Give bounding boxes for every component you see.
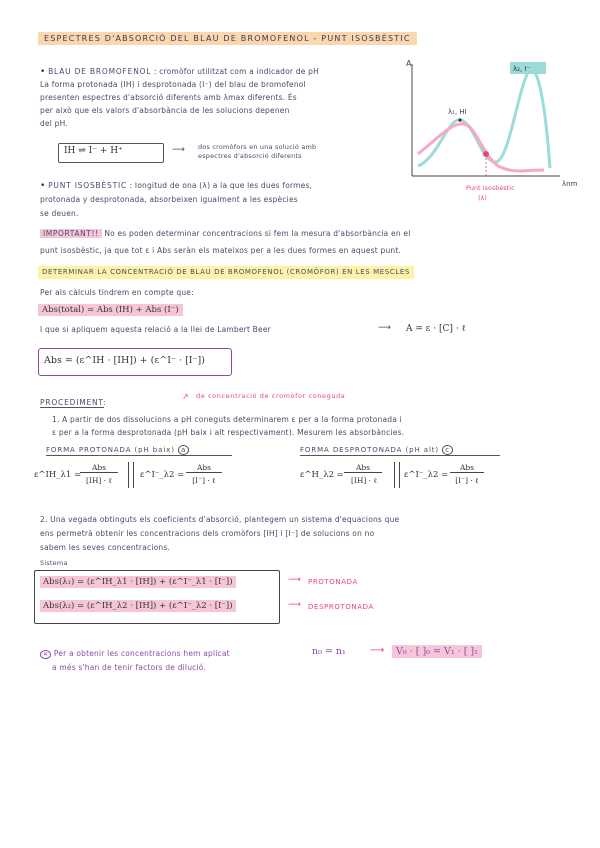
peak1-point (458, 118, 461, 121)
arrow-right-icon: ⟶ (172, 145, 186, 155)
big-formula: Abs = (ε^IH · [IH]) + (ε^I⁻ · [I⁻]) (44, 355, 205, 366)
footer-line-2: a més s'han de tenir factors de dilució. (52, 663, 207, 672)
footer-text-1: Per a obtenir les concentracions hem aplicat (53, 649, 230, 658)
equilibrium-note-1: espectres d'absorció diferents (198, 152, 302, 160)
page-title: ESPECTRES D'ABSORCIÓ DEL BLAU DE BROMOFENOL - PUNT ISOSBÈSTIC (38, 32, 417, 45)
footer-formula-1: n₀ = n₁ (312, 646, 346, 657)
protonada-label: FORMA PROTONADA (pH baix) (46, 446, 175, 454)
isosbestic-heading-line (40, 180, 312, 192)
arrow-up-right-icon: ↗ (182, 392, 189, 401)
footer-formula-2: V₀ · [ ]₀ = V₁ · [ ]₁ (392, 645, 482, 658)
peak2-label: λ₂, I⁻ (513, 65, 531, 73)
bromophenol-line-1: La forma protonada (IH) i desprotonada (I⁻) del blau de bromofenol (40, 80, 306, 89)
protonada-underline (46, 455, 232, 456)
step2-line-2: sabem les seves concentracions. (40, 543, 171, 552)
step2-line-0: 2. Una vegada obtinguts els coeficients d'absorció, plantegem un sistema d'equacions que (40, 515, 400, 524)
eq-desp-right: ε^I⁻_λ2 = (404, 470, 449, 480)
bromophenol-line-2: presenten espectres d'absorció diferents amb λmax diferents. És (40, 93, 297, 102)
isosbestic-heading: PUNT ISOSBÈSTIC (48, 181, 128, 190)
procediment-underline (40, 407, 104, 408)
equilibrium-note-0: dos cromòfors en una solució amb (198, 143, 317, 151)
system-eq-2-label: DESPROTONADA (308, 603, 374, 611)
arrow-right-icon: ⟶ (378, 323, 392, 333)
eq-desp-den: [IH] · ℓ (350, 476, 378, 485)
bullet-icon: • (40, 181, 46, 191)
check-icon: ✕ (40, 650, 51, 659)
y-axis-label: A (406, 59, 412, 68)
bromophenol-line-0: : cromòfor utilitzat com a indicador de pH (153, 67, 319, 76)
isosbestic-label: Punt isosbèstic (466, 184, 515, 192)
equilibrium-formula: IH ⇌ I⁻ + H⁺ (64, 146, 123, 156)
beer-law-text: I que si apliquem aquesta relació a la llei de Lambert Beer (40, 325, 271, 334)
isosbestic-line-2: se deuen. (40, 209, 79, 218)
eq-desp-den2: [I⁻] · ℓ (455, 476, 479, 485)
isosbestic-line-1: protonada y desprotonada, absorbeixen igualment a les espècies (40, 195, 298, 204)
abs-total-formula: Abs(total) = Abs (IH) + Abs (I⁻) (38, 304, 183, 316)
isosbestic-point (483, 151, 489, 157)
desprotonada-label: FORMA DESPROTONADA (pH alt) (300, 446, 440, 454)
eq-prot-den: [IH] · ℓ (85, 476, 113, 485)
step1-line-0: 1. A partir de dos dissolucions a pH coneguts determinarem ε per a la forma protonada i (52, 415, 402, 424)
desprotonada-mark: c (442, 445, 453, 455)
step1-line-1: ε per a la forma desprotonada (pH baix i alt respectivament). Mesurem les absorbàncies. (52, 428, 405, 437)
eq-prot-num: Abs (80, 463, 118, 473)
eq-prot-separator (128, 462, 134, 488)
procediment-note: de concentració de cromòfor coneguda (196, 392, 346, 400)
important-text-0: No es poden determinar concentracions si fem la mesura d'absorbància en el (104, 229, 411, 238)
bromophenol-line-4: del pH. (40, 119, 68, 128)
x-axis-label: λnm (562, 180, 578, 188)
eq-desp-left: ε^H_λ2 = (300, 470, 344, 480)
absorption-spectra-graph (398, 58, 588, 208)
bromophenol-heading: BLAU DE BROMOFENOL (48, 67, 152, 76)
beer-law-formula: A = ε · [C] · ℓ (406, 324, 466, 334)
eq-desp-separator (394, 462, 400, 488)
eq-desp-num2: Abs (450, 463, 484, 473)
arrow-right-icon: ⟶ (288, 575, 301, 585)
sistema-label: Sistema (40, 559, 68, 567)
important-label: IMPORTANT!! (40, 229, 102, 238)
important-line-0 (40, 228, 411, 239)
system-eq-1-label: PROTONADA (308, 578, 358, 586)
arrow-right-icon: ⟶ (370, 645, 385, 656)
protonada-mark: a (178, 445, 189, 455)
peak1-label: λ₁, HI (448, 108, 467, 116)
eq-prot-right: ε^I⁻_λ2 = (140, 470, 185, 480)
desprotonada-underline (300, 455, 500, 456)
calc-intro: Per als càlculs tindrem en compte que: (40, 288, 194, 297)
eq-prot-left: ε^IH_λ1 = (34, 470, 82, 480)
eq-prot-num2: Abs (186, 463, 222, 473)
bullet-icon: • (40, 67, 46, 77)
bromophenol-heading-line (40, 66, 319, 78)
bromophenol-line-3: per això que els valors d'absorbància de les solucions depenen (40, 106, 290, 115)
procediment-heading: PROCEDIMENT: (40, 398, 107, 407)
footer-line-1 (40, 648, 230, 660)
system-eq-1: Abs(λ₁) = (ε^IH_λ1 · [IH]) + (ε^I⁻_λ1 · [I⁻]) (40, 576, 236, 588)
arrow-right-icon: ⟶ (288, 600, 301, 610)
isosbestic-label-lambda: (λ) (478, 194, 487, 202)
system-eq-2: Abs(λ₂) = (ε^IH_λ2 · [IH]) + (ε^I⁻_λ2 · [I⁻]) (40, 600, 236, 612)
step2-line-1: ens permetrà obtenir les concentracions dels cromòfors [IH] i [I⁻] de solucions on no (40, 529, 375, 538)
eq-prot-den2: [I⁻] · ℓ (192, 476, 216, 485)
eq-desp-num: Abs (344, 463, 382, 473)
isosbestic-line-0: : longitud de ona (λ) a la que les dues formes, (129, 181, 313, 190)
important-line-1: punt isosbèstic, ja que tot ε i Abs seràn els mateixos per a les dues formes en aquest punt. (40, 246, 402, 255)
concentration-heading: DETERMINAR LA CONCENTRACIÓ DE BLAU DE BROMOFENOL (CROMÒFOR) EN LES MESCLES (38, 266, 414, 279)
